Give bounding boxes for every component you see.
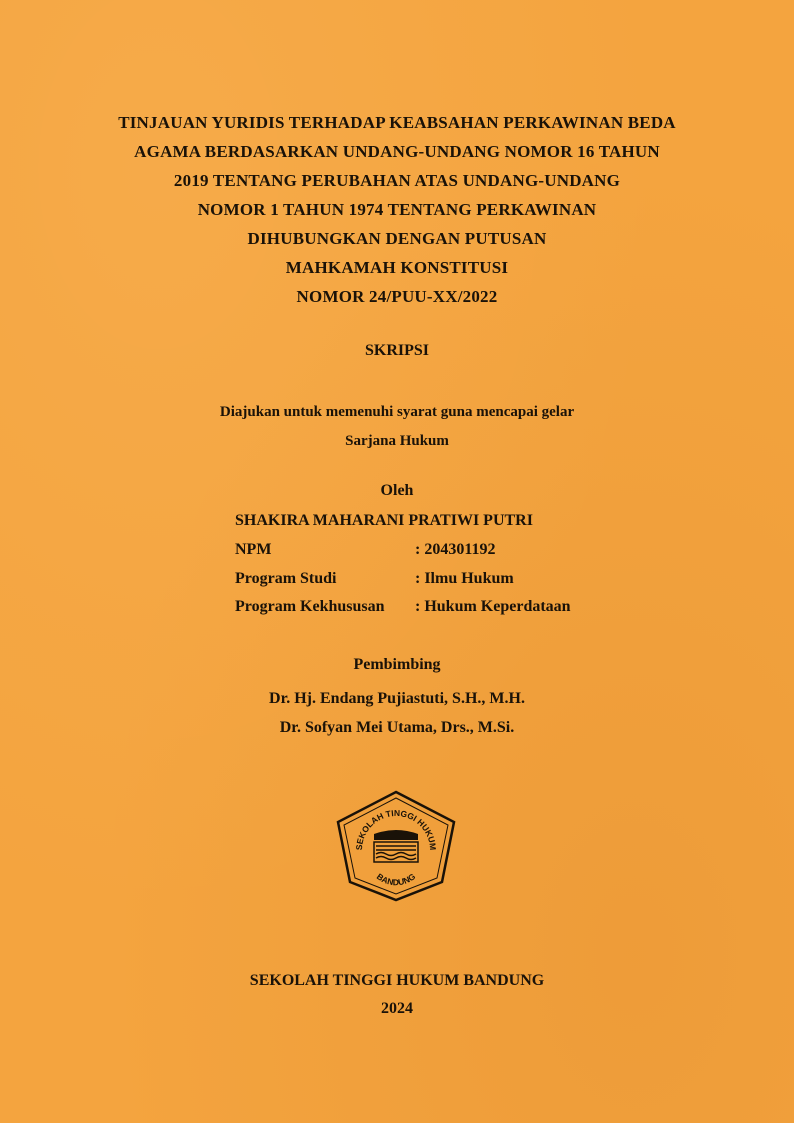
info-label: NPM: [235, 541, 272, 558]
thesis-title: [0, 108, 794, 311]
title-line: NOMOR 24/PUU-XX/2022: [296, 287, 498, 306]
info-value: : 204301192: [415, 541, 496, 558]
logo-top-text: SEKOLAH TINGGI HUKUM: [353, 807, 439, 851]
year: 2024: [381, 1000, 413, 1017]
document-type: SKRIPSI: [364, 342, 430, 359]
by-label: Oleh: [380, 482, 414, 499]
logo-emblem: [374, 830, 418, 862]
institution-logo: [332, 788, 460, 904]
info-row-npm: [235, 541, 495, 559]
purpose-statement: [0, 398, 794, 456]
institution-name: SEKOLAH TINGGI HUKUM BANDUNG: [249, 972, 545, 989]
title-line: MAHKAMAH KONSTITUSI: [285, 258, 509, 277]
supervisor-label: Pembimbing: [353, 656, 441, 673]
title-line: TINJAUAN YURIDIS TERHADAP KEABSAHAN PERKAWINAN BEDA: [118, 113, 676, 132]
degree-name: Sarjana Hukum: [345, 433, 449, 449]
info-value: : Hukum Keperdataan: [415, 598, 571, 615]
info-row-program-studi: [235, 570, 514, 588]
author-name: SHAKIRA MAHARANI PRATIWI PUTRI: [235, 512, 533, 529]
title-line: NOMOR 1 TAHUN 1974 TENTANG PERKAWINAN: [197, 200, 597, 219]
title-line: 2019 TENTANG PERUBAHAN ATAS UNDANG-UNDANG: [173, 171, 621, 190]
logo-bottom-text: BANDUNG: [374, 871, 418, 888]
supervisor-name: Dr. Sofyan Mei Utama, Drs., M.Si.: [279, 719, 515, 736]
info-row-program-kekhususan: [235, 598, 571, 616]
supervisor-list: [0, 684, 794, 742]
title-line: AGAMA BERDASARKAN UNDANG-UNDANG NOMOR 16 TAHUN: [134, 142, 660, 161]
info-value: : Ilmu Hukum: [415, 570, 514, 587]
title-line: DIHUBUNGKAN DENGAN PUTUSAN: [247, 229, 547, 248]
purpose-line: Diajukan untuk memenuhi syarat guna mencapai gelar: [219, 404, 575, 420]
supervisor-name: Dr. Hj. Endang Pujiastuti, S.H., M.H.: [269, 690, 525, 707]
info-label: Program Kekhususan: [235, 598, 385, 615]
info-label: Program Studi: [235, 570, 337, 587]
